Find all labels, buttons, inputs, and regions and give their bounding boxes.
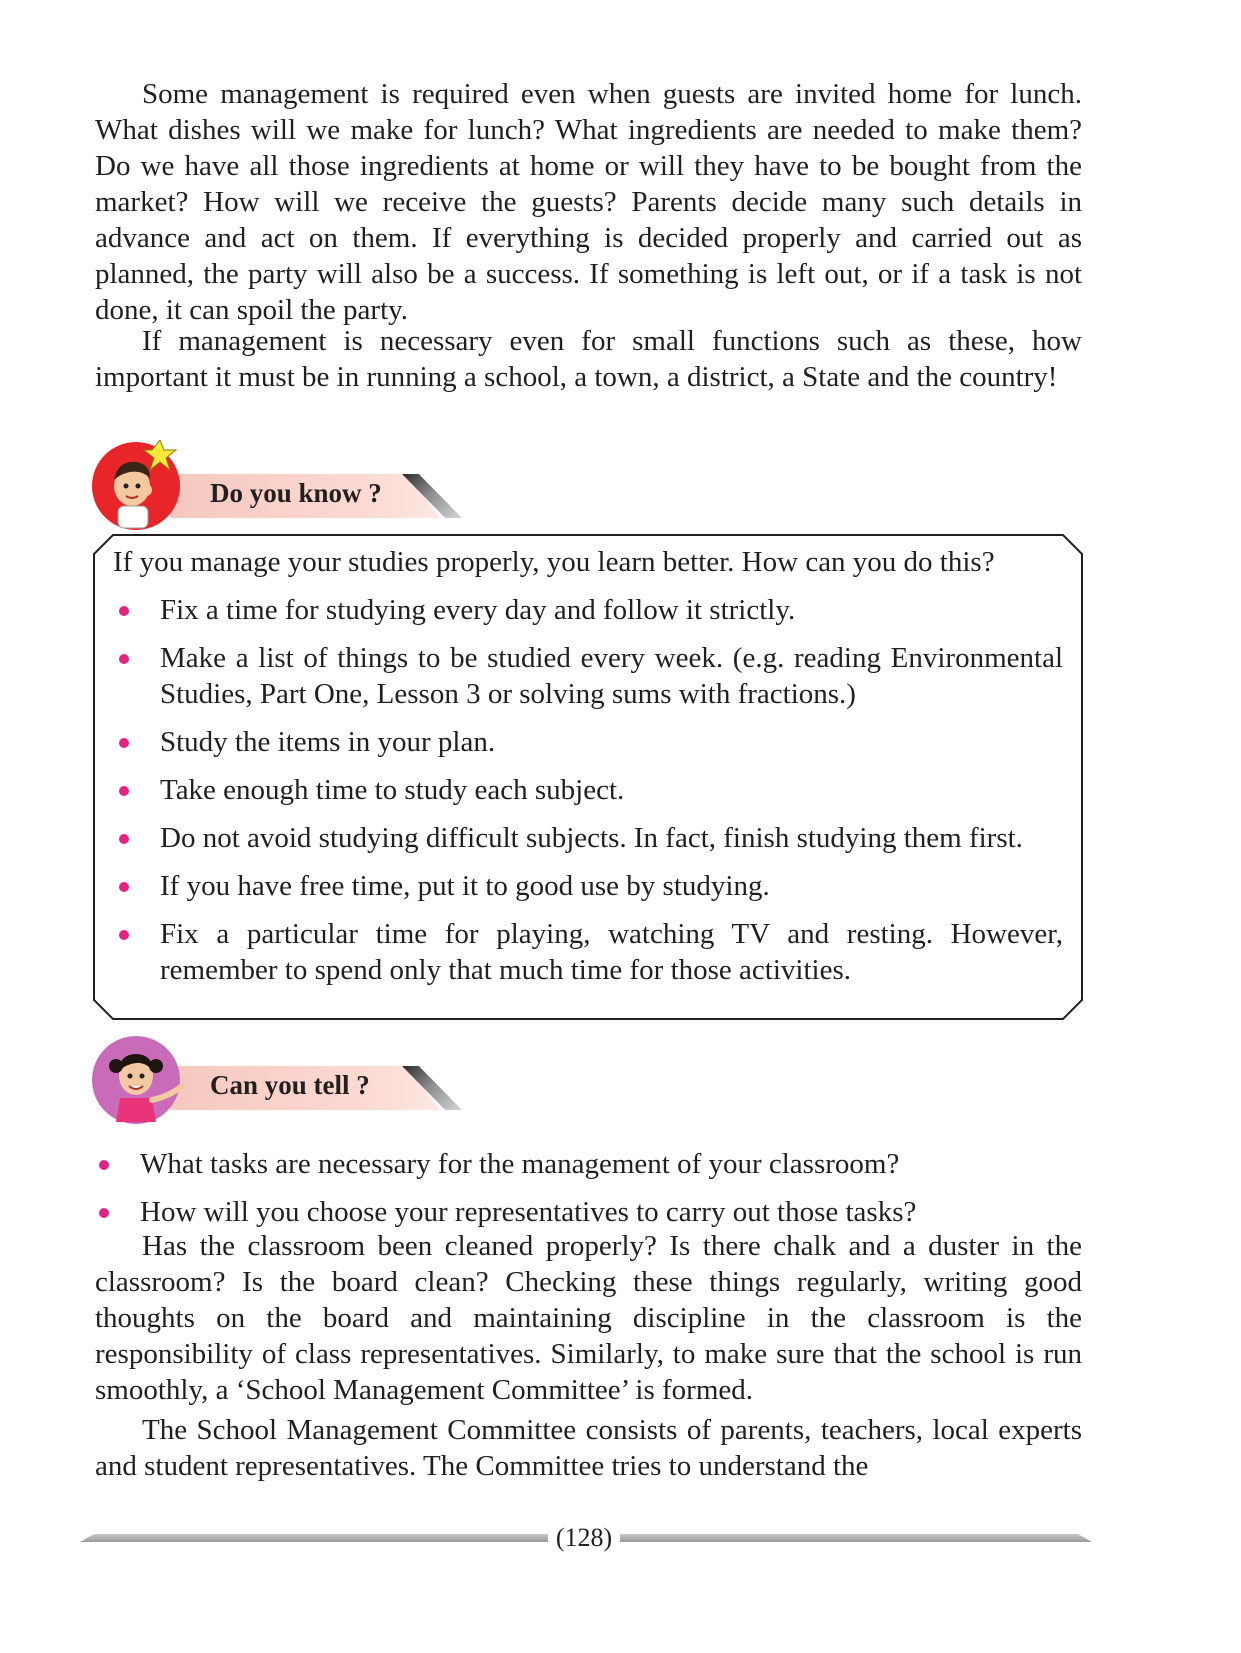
list-item: Fix a time for studying every day and follow it strictly. (113, 592, 1063, 628)
do-you-know-box (93, 534, 1083, 1020)
list-item: Do not avoid studying difficult subjects. In fact, finish studying them first. (113, 820, 1063, 856)
bullet-icon (119, 930, 129, 940)
bullet-icon (119, 606, 129, 616)
bullet-icon (99, 1208, 109, 1218)
do-you-know-heading: Do you know ? (210, 478, 382, 508)
bullet-icon (119, 654, 129, 664)
page-number: (128) (555, 1523, 613, 1552)
thinking-boy-icon (90, 440, 210, 530)
list-item: Make a list of things to be studied every week. (e.g. reading Environmental Studies, Part One, Lesson 3 or solving sums with fractions.) (113, 640, 1063, 712)
can-you-tell-heading: Can you tell ? (210, 1070, 370, 1100)
footer-rule-left (80, 1534, 548, 1542)
bullet-icon (119, 882, 129, 892)
list-item: Study the items in your plan. (113, 724, 1063, 760)
closing-paragraph-2: The School Management Committee consists of parents, teachers, local experts and student representatives. The Committee tries to understand the (95, 1414, 1082, 1482)
study-tips-list (113, 592, 1063, 988)
bullet-icon (99, 1160, 109, 1170)
intro-paragraph-2: If management is necessary even for small functions such as these, how important it must be in running a school, a town, a district, a State and the country! (95, 325, 1082, 393)
closing-paragraph-1: Has the classroom been cleaned properly? Is there chalk and a duster in the classroom? Is the board clean? Checking these things regularly, writing good thoughts on the board and maintaining discipline in the classroom is the responsibility of class representatives. Similarly, to make sure that the school is run smoothly, a ‘School Management Committee’ is formed. (95, 1230, 1082, 1406)
can-you-tell-header (90, 1036, 470, 1126)
bullet-icon (119, 786, 129, 796)
intro-paragraph-1: Some management is required even when guests are invited home for lunch. What dishes will we make for lunch? What ingredients are needed to make them? Do we have all those ingredients at home or will they have to be bought from the market? How will we receive the guests? Parents decide many such details in advance and act on them. If everything is decided properly and carried out as planned, the party will also be a success. If something is left out, or if a task is not done, it can spoil the party. (95, 78, 1082, 326)
footer-rule-right (620, 1534, 1092, 1542)
list-item: What tasks are necessary for the management of your classroom? (93, 1146, 1083, 1182)
do-you-know-intro: If you manage your studies properly, you learn better. How can you do this? (113, 546, 995, 578)
bullet-icon (119, 738, 129, 748)
do-you-know-header (90, 440, 470, 530)
talking-girl-icon (90, 1036, 210, 1126)
page-footer (80, 1520, 1092, 1560)
bullet-icon (119, 834, 129, 844)
list-item: How will you choose your representatives to carry out those tasks? (93, 1194, 1083, 1230)
list-item: If you have free time, put it to good use by studying. (113, 868, 1063, 904)
list-item: Fix a particular time for playing, watching TV and resting. However, remember to spend only that much time for those activities. (113, 916, 1063, 988)
list-item: Take enough time to study each subject. (113, 772, 1063, 808)
